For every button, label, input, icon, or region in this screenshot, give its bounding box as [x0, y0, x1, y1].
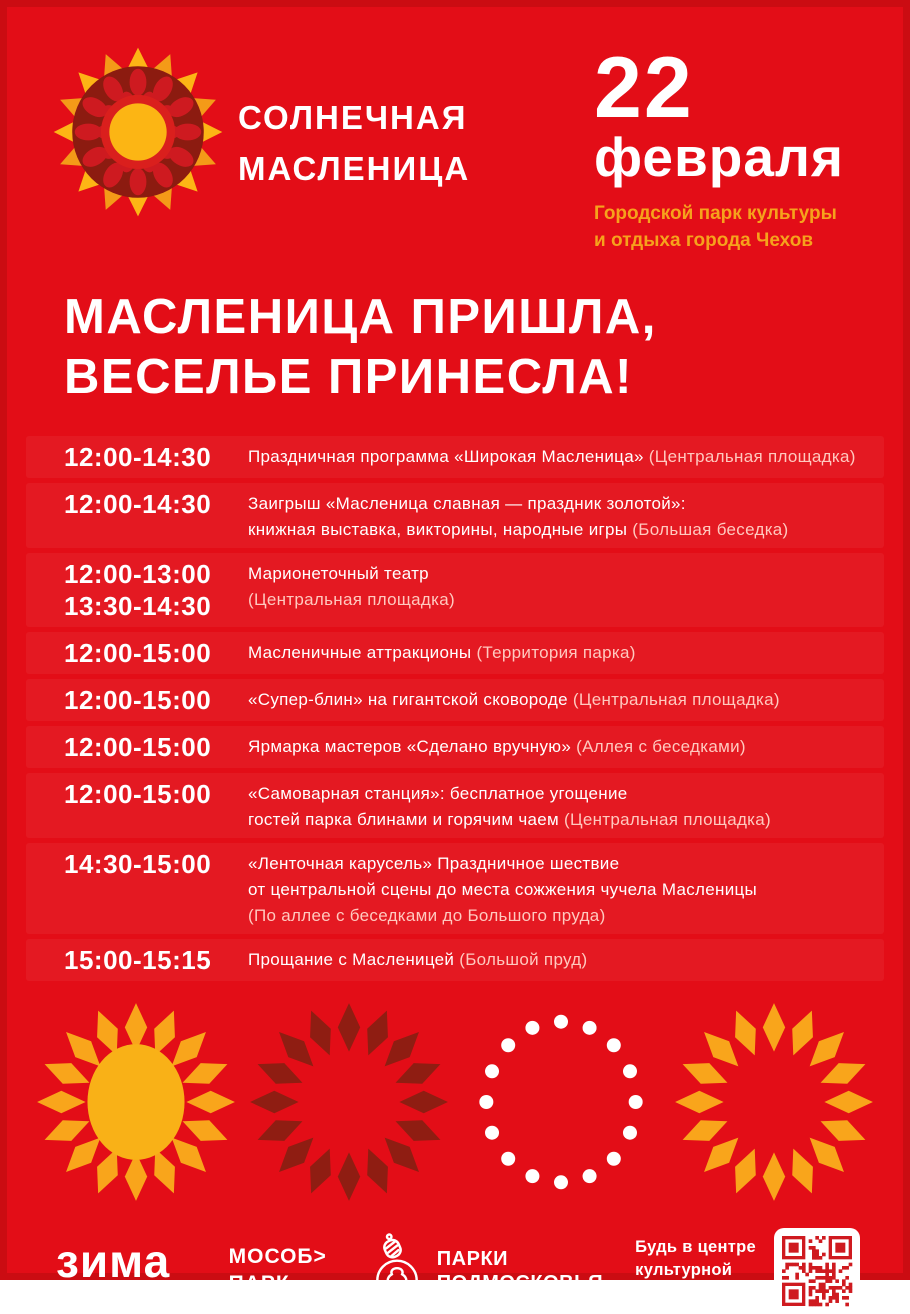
parki-line2: ПОДМОСКОВЬЯ [436, 1271, 604, 1294]
headline [0, 254, 910, 408]
brand-title [238, 92, 470, 254]
event-time: 12:00-14:30 [64, 441, 212, 472]
parki-logo-text [437, 1247, 603, 1295]
event-location: (Аллея с беседками) [576, 736, 746, 756]
event-title: Заигрыш «Масленица славная — праздник золотой»: [248, 493, 686, 513]
event-title: «Ленточная карусель» Праздничное шествие [248, 853, 620, 873]
schedule-row [26, 773, 884, 838]
zima-logo [56, 1234, 183, 1300]
sun-diamond-ring-icon [676, 1000, 872, 1204]
schedule-list [26, 436, 884, 981]
sun-ornament-icon [52, 46, 224, 218]
slogan-line3: жизни [635, 1284, 687, 1303]
decor-suns-row [0, 986, 910, 1204]
event-location: (По аллее с беседками до Большого пруда) [248, 905, 606, 925]
venue-line1: Городской парк культуры [594, 202, 837, 224]
mosobpark-line1: МОСОБ> [228, 1245, 327, 1269]
event-description [248, 488, 789, 543]
parki-line1: ПАРКИ [436, 1247, 509, 1270]
event-time: 15:00-15:15 [64, 944, 212, 975]
parki-podmoskovya-logo [367, 1237, 603, 1305]
event-time: 12:00-15:00 [64, 684, 212, 715]
event-description [248, 558, 455, 622]
date-block [594, 40, 856, 254]
event-description [248, 778, 771, 833]
event-description [248, 441, 856, 473]
matryoshka-ornament-icon [367, 1237, 427, 1305]
event-location: (Центральная площадка) [248, 589, 455, 609]
event-title: Марионеточный театр [248, 563, 429, 583]
event-location: (Центральная площадка) [564, 809, 771, 829]
sun-dot-ring-icon [463, 1000, 659, 1204]
event-title: книжная выставка, викторины, народные игры [248, 519, 633, 539]
schedule-row [26, 726, 884, 768]
event-description [248, 848, 757, 929]
event-title: гостей парка блинами и горячим чаем [248, 809, 565, 829]
slogan-line1: Будь в центре [635, 1238, 756, 1257]
mosobpark-line2: ПАРК [228, 1271, 290, 1295]
slogan-line2: культурной [635, 1261, 733, 1280]
slogan [635, 1236, 756, 1305]
event-location: (Центральная площадка) [648, 446, 856, 466]
event-time: 12:00-14:30 [64, 488, 212, 519]
zima-logo-title: зима [56, 1234, 171, 1287]
footer [0, 1204, 910, 1314]
sun-diamond-ring-icon [251, 1000, 447, 1204]
event-location: (Территория парка) [476, 642, 636, 662]
event-title: Ярмарка мастеров «Сделано вручную» [248, 736, 577, 756]
headline-line2: ВЕСЕЛЬЕ ПРИНЕСЛА! [64, 349, 633, 404]
event-description [248, 637, 636, 669]
headline-line1: МАСЛЕНИЦА ПРИШЛА, [64, 290, 657, 345]
event-time: 12:00-15:00 [64, 637, 212, 668]
event-title: «Самоварная станция»: бесплатное угощение [248, 783, 628, 803]
schedule-row [26, 632, 884, 674]
schedule-row [26, 553, 884, 627]
venue-line2: и отдыха города Чехов [594, 229, 814, 251]
event-time: 12:00-15:00 [64, 731, 212, 762]
date-month: февраля [594, 126, 845, 189]
event-title: «Супер-блин» на гигантской сковороде [248, 689, 573, 709]
event-description [248, 731, 746, 763]
venue [594, 201, 856, 254]
brand-title-line2: МАСЛЕНИЦА [238, 150, 471, 188]
brand-logo [52, 46, 224, 254]
schedule-row [26, 939, 884, 981]
event-title: от центральной сцены до места сожжения чучела Масленицы [248, 879, 758, 899]
event-description [248, 684, 780, 716]
event-description [248, 944, 587, 976]
event-location: (Большой пруд) [459, 949, 588, 969]
footer-right [635, 1228, 860, 1314]
event-time: 12:00-15:00 [64, 778, 212, 809]
event-title: Прощание с Масленицей [248, 949, 460, 969]
event-title: Праздничная программа «Широкая Масленица» [248, 446, 649, 466]
brand-title-line1: СОЛНЕЧНАЯ [238, 99, 468, 136]
date-day: 22 [594, 40, 694, 136]
mosobpark-logo [229, 1244, 327, 1297]
event-time: 14:30-15:00 [64, 848, 212, 879]
schedule-row [26, 843, 884, 934]
sun-filled-icon [38, 1000, 234, 1204]
schedule-row [26, 679, 884, 721]
zima-logo-subtitle: в подмосковье [56, 1287, 183, 1300]
schedule-row [26, 483, 884, 548]
qr-code-image [774, 1228, 860, 1314]
event-time: 12:00-13:00 13:30-14:30 [64, 558, 212, 621]
event-location: (Большая беседка) [632, 519, 789, 539]
header [0, 0, 910, 254]
event-location: (Центральная площадка) [572, 689, 780, 709]
qr-code [774, 1228, 860, 1314]
schedule-row [26, 436, 884, 478]
event-title: Масленичные аттракционы [248, 642, 477, 662]
